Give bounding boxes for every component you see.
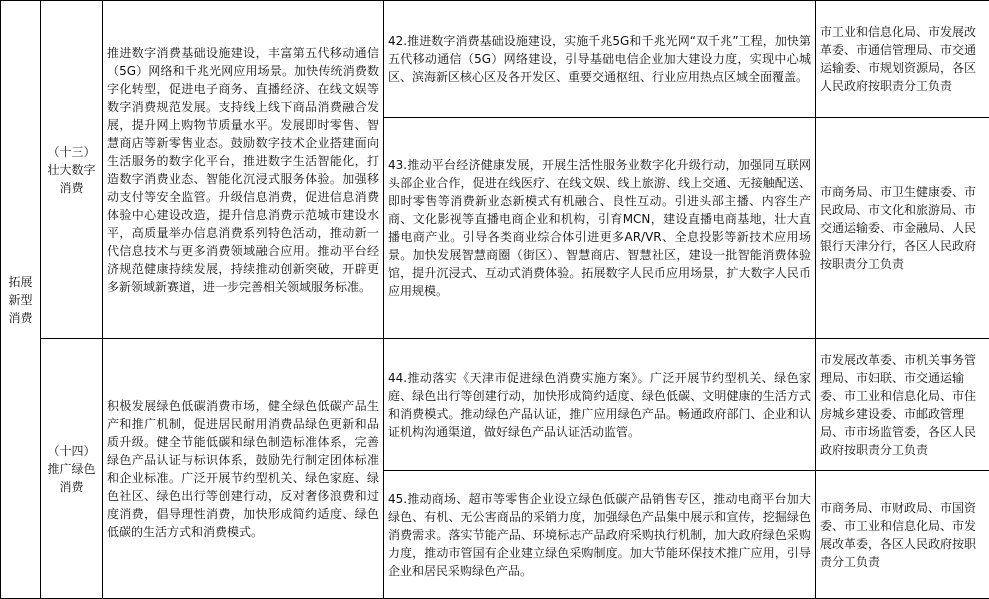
measure-cell (384, 339, 816, 471)
responsible-departments: 市工业和信息化局、市发展改革委、市通信管理局、市交通运输委、市规划资源局，各区人民政府按职责分工负责 (820, 25, 976, 93)
section-description: 推进数字消费基础设施建设，丰富第五代移动通信（5G）网络和千兆光网应用场景。加快传统消费数字化转型，促进电子商务、直播经济、在线文娱等数字消费规范发展。支持线上线下商品消费融合发展，提升网上购物节质量水平。发展即时零售、智慧商店等新零售业态。鼓励数字技术企业搭建面向生活服务的数字化平台，推进数字生活智能化，打造数字消费业态、智能化沉浸式服务体验。加强移动支付等安全监管。升级信息消费，促进信息消费体验中心建设改造，提升信息消费示范城市建设水平，高质量举办信息消费系列特色活动，推动新一代信息技术与更多消费领域融合应用。推动平台经济规范健康持续发展，持续推动创新突破，开辟更多新领域新赛道，进一步完善相关领域服务标准。 (107, 46, 379, 294)
category-cell (1, 1, 41, 599)
table-row (1, 1, 989, 118)
responsible-departments: 市商务局、市卫生健康委、市民政局、市文化和旅游局、市交通运输委、市金融局、人民银行天津分行，各区人民政府按职责分工负责 (820, 185, 976, 271)
section-title-cell (41, 1, 103, 339)
measure-cell (384, 118, 816, 339)
measure-text: 45.推动商场、超市等零售企业设立绿色低碳产品销售专区，推动电商平台加大绿色、有机、无公害商品的采销力度，加强绿色产品集中展示和宣传，挖掘绿色消费需求。落实节能产品、环境标志产品政府采购执行机制，加大政府绿色采购力度，推动市管国有企业建立绿色采购制度。加大节能环保技术推广应用，引导企业和居民采购绿色产品。 (388, 492, 811, 578)
department-cell (816, 1, 989, 118)
section-description: 积极发展绿色低碳消费市场，健全绿色低碳产品生产和推广机制，促进居民耐用消费品绿色更新和品质升级。健全节能低碳和绿色制造标准体系，完善绿色产品认证与标识体系，鼓励先行制定团体标准和企业标准。广泛开展节约型机关、绿色家庭、绿色社区、绿色出行等创建行动，反对奢侈浪费和过度消费，倡导理性消费，加快形成简约适度、绿色低碳的生活方式和消费模式。 (107, 399, 379, 539)
category-label: 拓展新型消费 (8, 275, 32, 325)
section-title: （十三）壮大数字消费 (47, 145, 95, 195)
department-cell (816, 471, 989, 599)
department-cell (816, 339, 989, 471)
measure-cell (384, 1, 816, 118)
measure-text: 44.推动落实《天津市促进绿色消费实施方案》。广泛开展节约型机关、绿色家庭、绿色出行等创建行动，加快形成简约适度、绿色低碳、文明健康的生活方式和消费模式。推动绿色产品认证，推广应用绿色产品。畅通政府部门、企业和认证机构沟通渠道，做好绿色产品认证活动监管。 (388, 371, 811, 439)
section-description-cell (103, 1, 384, 339)
measure-cell (384, 471, 816, 599)
department-cell (816, 118, 989, 339)
section-title-cell (41, 339, 103, 599)
measure-text: 42.推进数字消费基础设施建设，实施千兆5G和千兆光网“双千兆”工程，加快第五代移动通信（5G）网络建设，引导基础电信企业加大建设力度，实现中心城区、滨海新区核心区及各开发区、重要交通枢纽、行业应用热点区域全面覆盖。 (388, 34, 811, 84)
table-row (1, 339, 989, 471)
section-title: （十四）推广绿色消费 (47, 444, 95, 494)
responsible-departments: 市商务局、市财政局、市国资委、市工业和信息化局、市发展改革委，各区人民政府按职责分工负责 (820, 501, 976, 569)
section-description-cell (103, 339, 384, 599)
measure-text: 43.推动平台经济健康发展，开展生活性服务业数字化升级行动，加强同互联网头部企业合作，促进在线医疗、在线文娱、线上旅游、线上交通、无接触配送、即时零售等消费新业态新模式有机融合、良性互动。引进头部主播、内容生产商、文化影视等直播电商企业和机构，引育MCN，建设直播电商基地，壮大直播电商产业。引导各类商业综合体引进更多AR/VR、全息投影等新技术应用场景。加快发展智慧商圈（街区）、智慧商店、智慧社区，建设一批智能消费体验馆，提升沉浸式、互动式消费体验。拓展数字人民币应用场景，扩大数字人民币应用规模。 (388, 158, 811, 298)
responsible-departments: 市发展改革委、市机关事务管理局、市妇联、市交通运输委、市工业和信息化局、市住房城乡建设委、市邮政管理局、市市场监管委，各区人民政府按职责分工负责 (820, 353, 976, 457)
